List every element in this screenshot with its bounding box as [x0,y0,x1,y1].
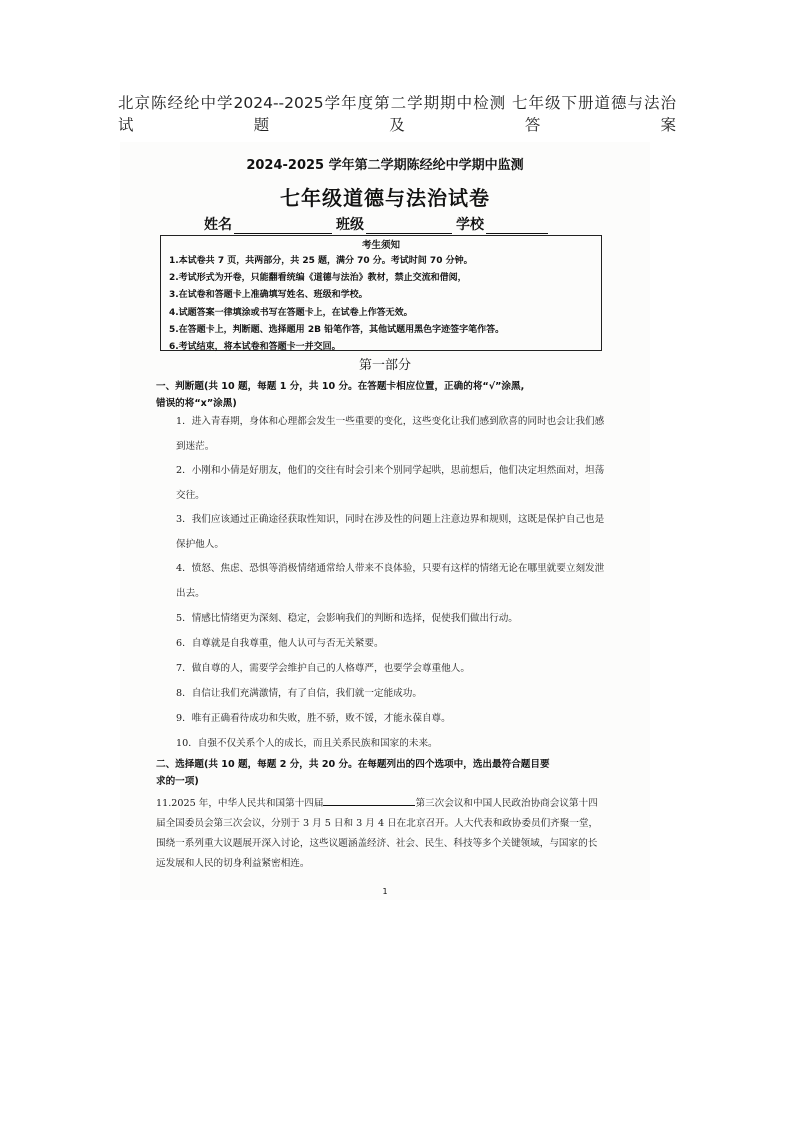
part-one-title: 第一部分 [358,358,411,373]
candidate-notice-box [160,235,602,351]
page-number: 1 [382,887,388,896]
section-choice-heading [156,756,606,790]
document-title [118,92,676,136]
judgment-question-4: 4．愤怒、焦虑、恐惧等消极情绪通常给人带来不良体验，只要有这样的情绪无论在哪里就要立刻发泄出去。 [176,563,605,599]
judgment-question-9: 9．唯有正确看待成功和失败，胜不骄，败不馁，才能永葆自尊。 [176,713,451,724]
document-title-line1: 北京陈经纶中学2024--2025学年度第二学期期中检测 七年级下册道德与法治 [118,94,676,112]
answer-blank [323,794,415,806]
section-heading-line: 错误的将“x”涂黑) [156,398,237,409]
exam-subject-title: 七年级道德与法治试卷 [280,186,490,210]
student-info-line [204,214,552,234]
judgment-question-8: 8．自信让我们充满激情，有了自信，我们就一定能成功。 [176,688,422,699]
section-judgment-heading [156,378,606,412]
notice-item: 4.试题答案一律填涂或书写在答题卡上，在试卷上作答无效。 [169,307,413,318]
judgment-question-10: 10．自强不仅关系个人的成长，而且关系民族和国家的未来。 [176,738,438,749]
section-heading-line: 二、选择题(共 10 题，每题 2 分，共 20 分。在每题列出的四个选项中，选出最符合题目要 [156,759,550,770]
judgment-question-6: 6．自尊就是自我尊重，他人认可与否无关紧要。 [176,638,384,649]
class-blank [366,219,452,234]
judgment-question-3: 3．我们应该通过正确途径获取性知识，同时在涉及性的问题上注意边界和规则，这既是保护自己也是保护他人。 [176,514,605,550]
judgment-question-5: 5．情感比情绪更为深刻、稳定，会影响我们的判断和选择，促使我们做出行动。 [176,613,518,624]
notice-item: 5.在答题卡上，判断题、选择题用 2B 铅笔作答，其他试题用黑色字迹签字笔作答。 [169,324,505,335]
judgment-question-7: 7．做自尊的人，需要学会维护自己的人格尊严，也要学会尊重他人。 [176,663,470,674]
judgment-question-2: 2．小刚和小倩是好朋友，他们的交往有时会引来个别同学起哄，思前想后，他们决定坦然面对，坦荡交往。 [176,465,605,501]
question-text: 11.2025 年，中华人民共和国第十四届 [156,798,324,809]
notice-item: 6.考试结束，将本试卷和答题卡一并交回。 [169,342,341,353]
judgment-question-1: 1．进入青春期，身体和心理都会发生一些重要的变化，这些变化让我们感到欣喜的同时也会让我们感到迷茫。 [176,416,605,452]
scanned-exam-page [120,142,650,900]
school-blank [486,219,548,234]
choice-question-11 [156,794,604,874]
exam-header: 2024-2025 学年第二学期陈经纶中学期中监测 [246,158,524,173]
name-label: 姓名 [204,217,232,233]
notice-item: 1.本试卷共 7 页，共两部分，共 25 题，满分 70 分。考试时间 70 分钟。 [169,256,473,266]
section-heading-line: 一、判断题(共 10 题，每题 1 分，共 10 分。在答题卡相应位置，正确的将“√”涂黑, [156,381,525,392]
notice-item: 2.考试形式为开卷，只能翻看统编《道德与法治》教材，禁止交流和借阅， [169,273,467,284]
document-title-line2: 试 题 及 答 案 [118,116,676,134]
name-blank [234,219,332,234]
section-heading-line: 求的一项) [156,776,199,787]
school-label: 学校 [456,217,484,233]
class-label: 班级 [336,217,364,233]
question-text: 第三次会议和中国人民政治协商会议第十四届全国委员会第三次会议，分别于 3 月 5 日和 3 月 4 日在北京召开。人大代表和政协委员们齐聚一堂，围绕一系列重大议题展开深入讨论，这些议题涵盖经济、社会、民生、科技等多个关键领域，与国家的长远发展和人民的切身利益紧密相连。 [156,798,599,869]
notice-item: 3.在试卷和答题卡上准确填写姓名、班级和学校。 [169,290,368,301]
notice-title: 考生须知 [361,240,400,251]
